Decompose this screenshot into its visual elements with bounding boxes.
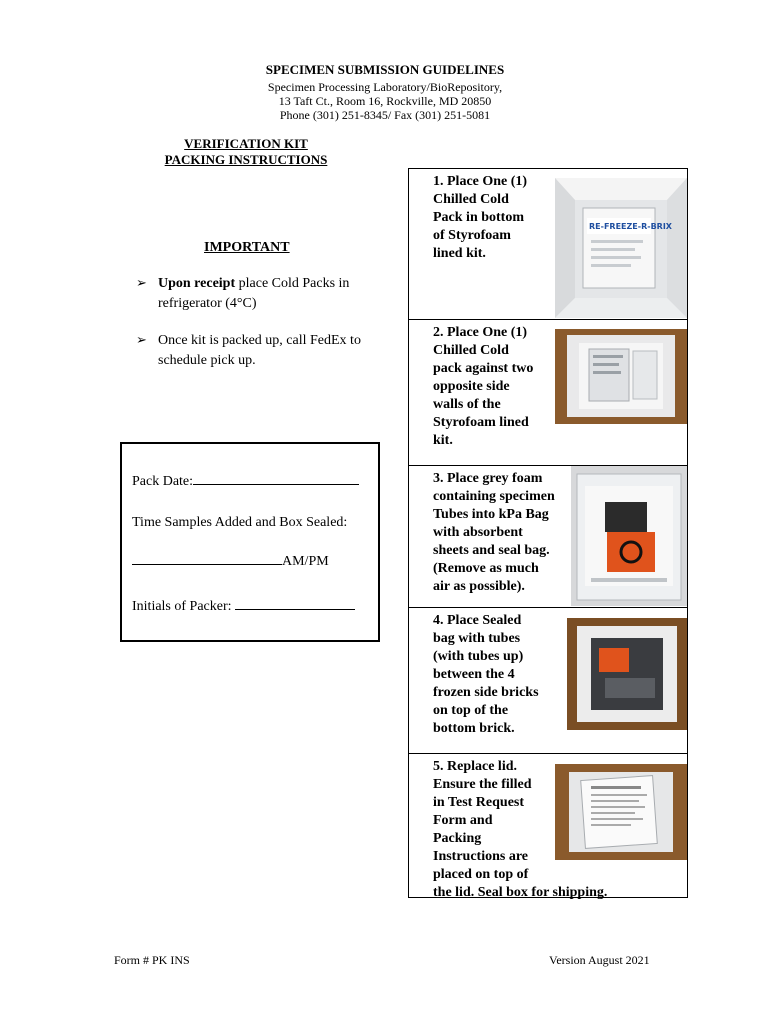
lab-address: 13 Taft Ct., Room 16, Rockville, MD 20850	[278, 94, 492, 108]
cold-packs-walls-photo	[555, 329, 687, 424]
cold-pack-label: RE-FREEZE-R-BRIX	[589, 222, 672, 231]
time-sealed-label: Time Samples Added and Box Sealed:	[132, 515, 348, 530]
kit-title-line1: VERIFICATION KIT	[184, 136, 308, 151]
form-number: Form # PK INS	[114, 953, 190, 967]
initials-field[interactable]	[235, 595, 355, 610]
steps-column	[408, 168, 688, 898]
step-4	[409, 607, 687, 754]
packing-record-box	[120, 442, 380, 642]
arrow-bullet-icon: ➢	[136, 333, 147, 348]
kpa-bag-photo	[571, 466, 687, 606]
pack-date-label: Pack Date:	[132, 474, 194, 489]
lab-name: Specimen Processing Laboratory/BioRepository,	[267, 80, 503, 94]
bullet-receipt	[136, 274, 386, 314]
initials-row	[132, 595, 355, 615]
pack-date-row	[132, 470, 359, 490]
step-3-text: 3. Place grey foam containing specimen Tubes into kPa Bag with absorbent sheets and seal bag. (Remove as much air as possible).	[433, 471, 555, 594]
step-3	[409, 465, 687, 608]
lab-phone: Phone (301) 251-8345/ Fax (301) 251-5081	[279, 108, 491, 122]
ampm-label: AM/PM	[282, 554, 329, 569]
version-label: Version August 2021	[549, 953, 650, 967]
bullet-receipt-text: place Cold Packs in refrigerator (4°C)	[158, 276, 350, 311]
lid-with-forms-photo	[555, 764, 687, 860]
bullet-fedex	[136, 331, 386, 371]
step-2	[409, 319, 687, 466]
arrow-bullet-icon: ➢	[136, 276, 147, 291]
step-4-text: 4. Place Sealed bag with tubes (with tubes up) between the 4 frozen side bricks on top of the bottom brick.	[433, 613, 539, 736]
initials-label: Initials of Packer:	[132, 599, 232, 614]
styrofoam-box-photo	[555, 178, 687, 318]
step-1	[409, 169, 687, 319]
time-sealed-field[interactable]	[132, 550, 282, 565]
bullet-fedex-text: Once kit is packed up, call FedEx to schedule pick up.	[158, 333, 361, 368]
step-2-text: 2. Place One (1) Chilled Cold pack against two opposite side walls of the Styrofoam lined kit.	[433, 325, 534, 448]
sealed-bag-in-box-photo	[567, 618, 687, 730]
kit-title-line2: PACKING INSTRUCTIONS	[164, 152, 328, 167]
bullet-receipt-bold: Upon receipt	[158, 276, 236, 291]
step-5-text: 5. Replace lid. Ensure the filled in Test Request Form and Packing Instructions are placed on top of the lid. Seal box for shipping.	[433, 759, 608, 900]
time-sealed-row	[132, 550, 329, 570]
pack-date-field[interactable]	[193, 470, 359, 485]
document-title: SPECIMEN SUBMISSION GUIDELINES	[265, 62, 505, 77]
step-5	[409, 753, 687, 898]
important-heading: IMPORTANT	[204, 240, 290, 255]
step-1-text: 1. Place One (1) Chilled Cold Pack in bottom of Styrofoam lined kit.	[433, 174, 528, 261]
